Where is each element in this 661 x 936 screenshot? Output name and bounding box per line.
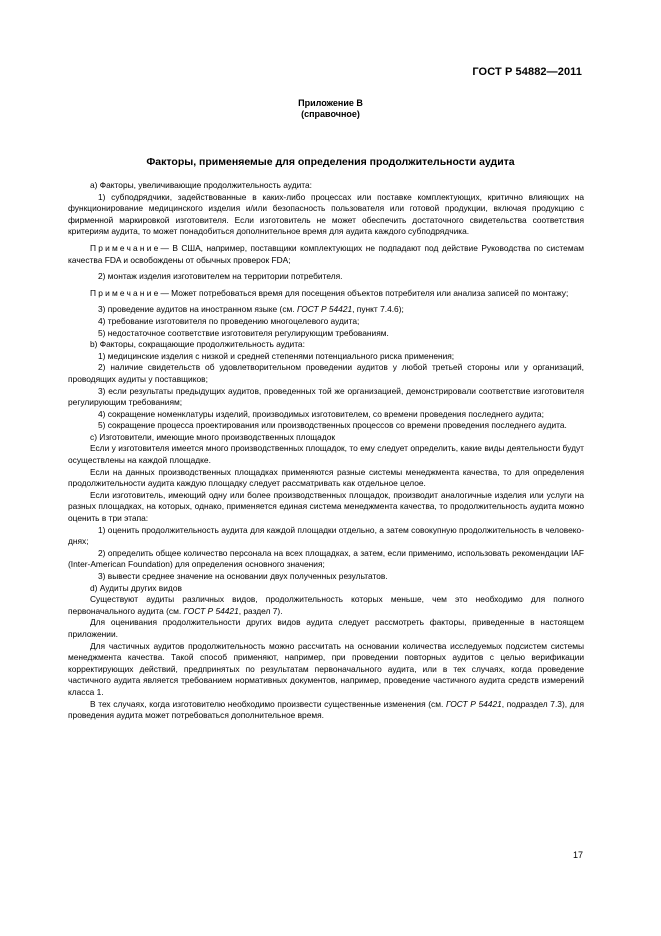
note-label: Примечание (90, 287, 161, 298)
section-c-paragraph-3: Если изготовитель, имеющий одну или более производственных площадок, производит аналогичные изделия или услуги на разных площадках, на которых, однако, применяется единая система менеджмента качества, то продолжительность аудита можно оценить в три этапа: (68, 489, 584, 524)
section-b-heading: b) Факторы, сокращающие продолжительность аудита: (90, 339, 305, 350)
section-c-step-3: 3) вывести среднее значение на основании двух полученных результатов. (98, 571, 388, 581)
section-d-paragraph-1: Существуют аудиты различных видов, продолжительность которых меньше, чем это необходимо для полного первоначального аудита (см. ГОСТ Р 54421, раздел 7). (68, 594, 584, 616)
document-id: ГОСТ Р 54882—2011 (472, 66, 582, 78)
section-a-heading: а) Факторы, увеличивающие продолжительность аудита: (90, 180, 312, 190)
section-b-item-4: 4) сокращение номенклатуры изделий, производимых изготовителем, со времени проведения последнего аудита; (98, 408, 544, 419)
note-label: Примечание (90, 242, 161, 253)
section-a-item-5: 5) недостаточное соответствие изготовителя регулирующим требованиям. (98, 327, 389, 338)
document-body (68, 180, 584, 722)
section-a-item-4: 4) требование изготовителя по проведению многоцелевого аудита; (98, 315, 360, 326)
section-a-note-2 (68, 288, 584, 300)
section-b-item-3: 3) если результаты предыдущих аудитов, проведенных той же организацией, демонстрировали соответствие изготовителя регулирующим требованиям; (68, 385, 584, 408)
standard-reference: ГОСТ Р 54421 (445, 698, 502, 709)
section-b-item-5: 5) сокращение процесса проектирования или производственных процессов со времени проведения последнего аудита. (98, 420, 567, 431)
section-c-paragraph-2: Если на данных производственных площадках применяются разные системы менеджмента качества, то для определения продолжительности аудита каждую площадку следует рассматривать как отдельное целое. (68, 466, 584, 489)
section-a-item-3: 3) проведение аудитов на иностранном языке (см. ГОСТ Р 54421, пункт 7.4.6); (98, 304, 404, 315)
section-d-paragraph-2: Для оценивания продолжительности других видов аудита следует рассмотреть факторы, приведенные в настоящем приложении. (68, 617, 584, 639)
section-c-paragraph-1: Если у изготовителя имеется много производственных площадок, то ему следует определить, какие виды деятельности будут осуществлены на каждой площадке. (68, 443, 584, 466)
appendix-heading (0, 98, 661, 120)
section-a-note-1 (68, 243, 584, 266)
section-a-item-1: 1) субподрядчики, задействованные в каких-либо процессах или поставке комплектующих, критично влияющих на функционирование медицинского изделия и/или безопасность пользователя или готовой продукции, включая продукцию с фирменной маркировкой изготовителя. Если изготовитель не может обеспечить достаточного свидетельства соответствия критериям аудита, то может понадобиться дополнительное время для аудита каждого субподрядчика. (68, 191, 584, 237)
standard-reference: ГОСТ Р 54421 (296, 304, 353, 315)
section-b-item-1: 1) медицинские изделия с низкой и средней степенями потенциального риска применения; (98, 350, 455, 361)
note-text: — Может потребоваться время для посещения объектов потребителя или анализа записей по монтажу; (160, 287, 569, 298)
page-title: Факторы, применяемые для определения продолжительности аудита (146, 156, 515, 168)
section-c-heading: с) Изготовители, имеющие много производственных площадок (90, 431, 336, 442)
section-c-step-2: 2) определить общее количество персонала на всех площадках, а затем, если применимо, использовать рекомендации IAF (Inter-American Foundation) для определения основного значения; (68, 547, 584, 570)
section-d-paragraph-3: Для частичных аудитов продолжительность можно рассчитать на основании количества исследуемых подсистем системы менеджмента качества. Такой способ применяют, например, при проведении повторных аудитов с целью верификации корректирующих действий, предпринятых по результатам первоначального аудита, или в тех случаях, когда проведение частичного аудита является требованием нормативных документов, например, проведение частичного аудита средств измерений класса 1. (68, 640, 584, 697)
appendix-label: Приложение В (298, 98, 363, 108)
page-number: 17 (572, 850, 583, 860)
note-text: — В США, например, поставщики комплектующих не подпадают под действие Руководства по системам качества FDA и освобождены от обычных проверок FDA; (68, 242, 584, 265)
section-d-paragraph-4: В тех случаях, когда изготовителю необходимо произвести существенные изменения (см. ГОСТ Р 54421, подраздел 7.3), для проведения аудита может потребоваться дополнительное время. (68, 698, 585, 721)
appendix-note: (справочное) (301, 109, 360, 119)
section-c-step-1: 1) оценить продолжительность аудита для каждой площадки отдельно, а затем совокупную продолжительность в человеко-днях; (68, 524, 584, 547)
section-a-item-2: 2) монтаж изделия изготовителем на территории потребителя. (98, 271, 343, 282)
section-b-item-2: 2) наличие свидетельств об удовлетворительном проведении аудитов у любой третьей стороны или у организаций, проводящих аудиты у поставщиков; (68, 362, 584, 384)
standard-reference: ГОСТ Р 54421 (183, 605, 239, 616)
section-d-heading: d) Аудиты других видов (90, 582, 182, 593)
